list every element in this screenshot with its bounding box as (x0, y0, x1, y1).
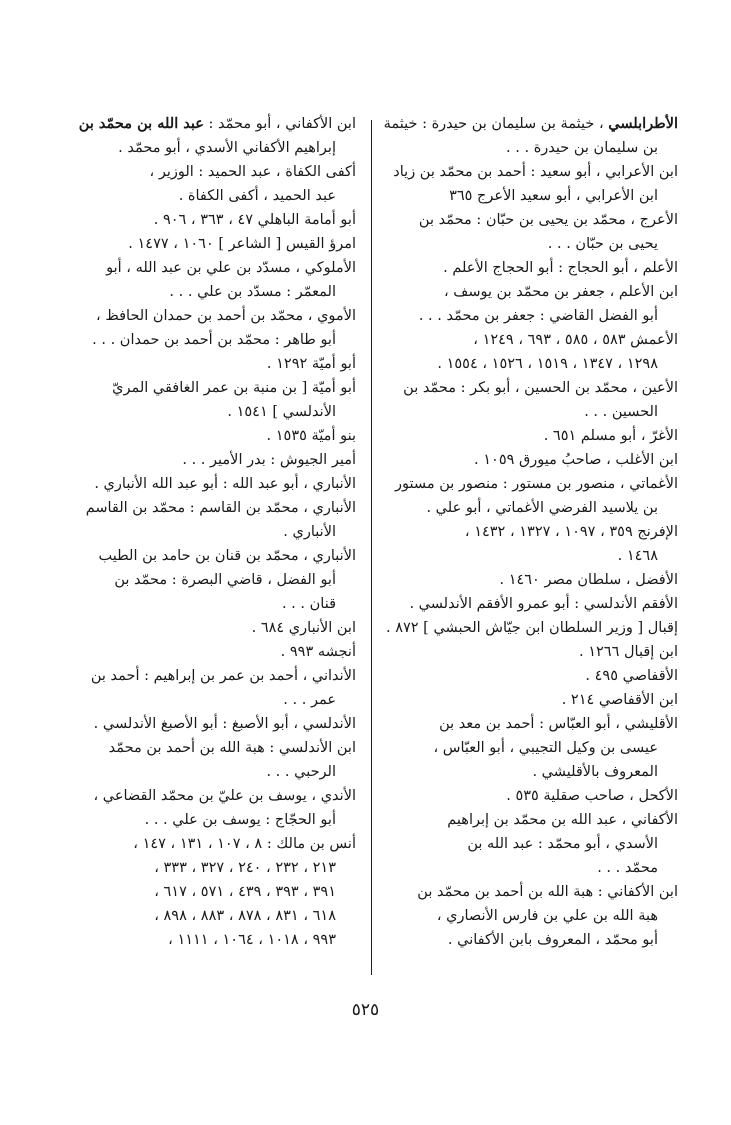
index-entry (388, 592, 678, 616)
index-entry-line: ١٤٦٨ . (617, 548, 658, 564)
index-entry-line: امرؤ القيس [ الشاعر ] ١٠٦٠ ، ١٤٧٧ . (128, 236, 356, 252)
index-entry (388, 712, 678, 784)
index-entry (388, 256, 678, 280)
page-number: ٥٢٥ (351, 1000, 380, 1020)
index-entry-line: إبراهيم الأكفاني الأسدي ، أبو محمّد . (118, 140, 336, 156)
index-entry (388, 424, 678, 448)
index-entry-line: الأنباري ، محمّد بن قنان بن حامد بن الطيب (98, 548, 356, 564)
index-entry (66, 232, 356, 256)
index-entry (66, 832, 356, 952)
index-entry-line: الأندلسي ، أبو الأصبغ : أبو الأصبغ الأندلسي . (93, 716, 356, 732)
index-entry (388, 784, 678, 808)
index-entry-line: إقبال [ وزير السلطان ابن جيّاش الحبشي ] ٨٧٢ . (385, 620, 678, 636)
index-entry-line: ١٢٩٨ ، ١٣٤٧ ، ١٥١٩ ، ١٥٢٦ ، ١٥٥٤ . (437, 356, 658, 372)
index-entry-line: الأقفاصي ٤٩٥ . (585, 668, 678, 684)
index-entry-line: المعروف بالأقليشي . (532, 764, 658, 780)
column-divider (371, 120, 372, 975)
index-entry-line: الحسين . . . (584, 404, 658, 420)
index-entry-line: ابن الأنباري ٦٨٤ . (251, 620, 356, 636)
index-entry (388, 160, 678, 208)
index-entry (66, 208, 356, 232)
index-entry-line: الأغرّ ، أبو مسلم ٦٥١ . (543, 428, 678, 444)
index-entry-line: الأعرج ، محمّد بن يحيى بن حبّان : محمّد بن (418, 212, 678, 228)
index-entry (66, 376, 356, 424)
index-entry-line: الأملوكي ، مسدّد بن علي بن عبد الله ، أبو (106, 260, 356, 276)
index-entry-line: الأندلسي ] ١٥٤١ . (227, 404, 336, 420)
index-entry-line: عمر . . . (283, 692, 336, 708)
index-entry-line: أبو أميّة [ بن منبة بن عمر الغافقي المريّ (112, 380, 356, 396)
index-entry (66, 616, 356, 640)
index-entry-line: ابن الأغلب ، صاحبُ ميورق ١٠٥٩ . (474, 452, 678, 468)
index-entry-line: ابن الأكفاني ، أبو محمّد : عبد الله بن محمّد بن (78, 115, 356, 132)
index-entry-line: الأنباري . (283, 524, 336, 540)
left-index-column (66, 112, 356, 952)
index-entry (388, 208, 678, 256)
index-entry (388, 808, 678, 880)
index-entry-line: الأعلم ، أبو الحجاج : أبو الحجاج الأعلم . (443, 260, 678, 276)
index-entry-line: أبو طاهر : محمّد بن أحمد بن حمدان . . . (92, 332, 336, 348)
index-entry (388, 376, 678, 424)
index-entry-line: بن سليمان بن حيدرة . . . (506, 140, 658, 156)
index-entry-line: الأموي ، محمّد بن أحمد بن حمدان الحافظ ، (96, 308, 356, 324)
index-entry-line: أبو أميّة ١٢٩٢ . (266, 356, 356, 372)
index-entry-line: الرحبي . . . (266, 764, 336, 780)
index-entry-line: بن يلاسيد الفرضي الأغماتي ، أبو علي . (426, 500, 658, 516)
index-entry (388, 520, 678, 568)
index-entry-line: الأفضل ، سلطان مصر ١٤٦٠ . (499, 572, 678, 588)
index-entry (66, 712, 356, 736)
index-entry (66, 544, 356, 616)
index-entry-line: الأعمش ٥٨٣ ، ٥٨٥ ، ٦٩٣ ، ١٢٤٩ ، (473, 332, 678, 348)
index-entry (66, 160, 356, 208)
index-entry-line: الأقليشي ، أبو العبّاس : أحمد بن معد بن (439, 716, 678, 732)
index-entry-line: الأعين ، محمّد بن الحسين ، أبو بكر : محمّد بن (403, 380, 678, 396)
index-entry-line: أبو محمّد ، المعروف بابن الأكفاني . (447, 932, 658, 948)
index-entry-line: عيسى بن وكيل التجيبي ، أبو العبّاس ، (433, 740, 658, 756)
index-entry-line: ٩٩٣ ، ١٠١٨ ، ١٠٦٤ ، ١١١١ ، (168, 932, 336, 948)
index-entry-line: الأكفاني ، عبد الله بن محمّد بن إبراهيم (447, 812, 678, 828)
index-entry-line: ابن الأعرابي ، أبو سعيد : أحمد بن محمّد بن زياد (393, 164, 678, 180)
index-entry (66, 112, 356, 160)
index-entry (388, 328, 678, 376)
index-entry (388, 472, 678, 520)
index-entry (388, 568, 678, 592)
index-entry-line: ابن الأعلم ، جعفر بن محمّد بن يوسف ، (444, 284, 678, 300)
index-entry-line: بنو أميّة ١٥٣٥ . (266, 428, 356, 444)
index-entry-line: الأنباري ، محمّد بن القاسم : محمّد بن القاسم (85, 500, 356, 516)
index-entry-line: ابن الأعرابي ، أبو سعيد الأعرج ٣٦٥ (449, 188, 658, 204)
index-entry (66, 352, 356, 376)
index-entry-line: ابن الأندلسي : هبة الله بن أحمد بن محمّد (108, 740, 356, 756)
index-entry-line: الأنداني ، أحمد بن عمر بن إبراهيم : أحمد بن (90, 668, 356, 684)
index-entry (388, 640, 678, 664)
index-entry-line: أنس بن مالك : ٨ ، ١٠٧ ، ١٣١ ، ١٤٧ ، (133, 836, 356, 852)
index-entry-line: يحيى بن حبّان . . . (547, 236, 658, 252)
index-entry-line: الأكحل ، صاحب صقلية ٥٣٥ . (506, 788, 678, 804)
index-entry-line: أمير الجيوش : بدر الأمير . . . (182, 452, 356, 468)
index-entry (66, 664, 356, 712)
index-entry-line: أبو الفضل القاضي : جعفر بن محمّد . . . (418, 308, 658, 324)
index-entry (388, 664, 678, 688)
index-entry-line: المعمّر : مسدّد بن علي . . . (169, 284, 336, 300)
index-entry (383, 112, 678, 160)
index-entry (66, 256, 356, 304)
index-entry-line: أبو الفضل ، قاضي البصرة : محمّد بن (114, 572, 336, 588)
index-entry (66, 496, 356, 544)
index-entry (388, 280, 678, 328)
index-entry (66, 736, 356, 784)
index-entry-line: ابن إقبال ١٢٦٦ . (579, 644, 678, 660)
index-entry (385, 616, 678, 640)
index-entry-line: الأفقم الأندلسي : أبو عمرو الأفقم الأندلسي . (409, 596, 678, 612)
index-entry-line: الأطرابلسي ، خيثمة بن سليمان بن حيدرة : خيثمة (383, 115, 678, 132)
index-entry-line: أنجشه ٩٩٣ . (280, 644, 356, 660)
index-entry (66, 784, 356, 832)
index-entry (66, 640, 356, 664)
index-entry (66, 448, 356, 472)
index-entry (388, 688, 678, 712)
index-entry-line: أبو الحجّاج : يوسف بن علي . . . (144, 812, 336, 828)
index-entry-line: أكفى الكفاة ، عبد الحميد : الوزير ، (149, 164, 356, 180)
index-entry-line: أبو أمامة الباهلي ٤٧ ، ٣٦٣ ، ٩٠٦ . (153, 212, 356, 228)
index-entry-line: الأندي ، يوسف بن عليّ بن محمّد القضاعي ، (93, 788, 356, 804)
index-entry-line: الأسدي ، أبو محمّد : عبد الله بن (467, 836, 658, 852)
index-entry (66, 304, 356, 352)
index-entry-line: الأغماتي ، منصور بن مستور : منصور بن مستور (395, 476, 678, 492)
index-entry-line: ٣٩١ ، ٣٩٣ ، ٤٣٩ ، ٥٧١ ، ٦١٧ ، (154, 884, 336, 900)
right-index-column (383, 112, 678, 952)
index-entry-line: ابن الأقفاصي ٢١٤ . (561, 692, 678, 708)
index-entry-line: الأنباري ، أبو عبد الله : أبو عبد الله الأنباري . (94, 476, 356, 492)
index-entry (388, 880, 678, 952)
index-entry-line: قنان . . . (281, 596, 336, 612)
index-entry (66, 472, 356, 496)
index-entry-line: ٢١٣ ، ٢٣٢ ، ٢٤٠ ، ٣٢٧ ، ٣٣٣ ، (154, 860, 336, 876)
index-entry-line: ٦١٨ ، ٨٣١ ، ٨٧٨ ، ٨٨٣ ، ٨٩٨ ، (154, 908, 336, 924)
index-entry-line: هبة الله بن علي بن فارس الأنصاري ، (436, 908, 658, 924)
index-entry-line: محمّد . . . (597, 860, 658, 876)
index-entry-line: ابن الأكفاني : هبة الله بن أحمد بن محمّد بن (417, 884, 678, 900)
index-entry-line: عبد الحميد ، أكفى الكفاة . (178, 188, 336, 204)
index-entry-line: الإفرنج ٣٥٩ ، ١٠٩٧ ، ١٣٢٧ ، ١٤٣٢ ، (464, 524, 678, 540)
index-entry (388, 448, 678, 472)
index-entry (66, 424, 356, 448)
